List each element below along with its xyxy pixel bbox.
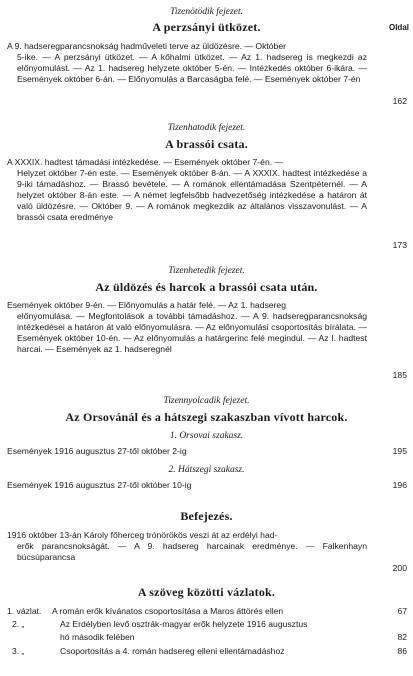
chapter-title: A brassói csata. bbox=[165, 137, 248, 151]
sketch-number: 1. vázlat. bbox=[7, 606, 42, 616]
subsection-text: Események 1916 augusztus 27-től október 2-ig bbox=[7, 446, 187, 456]
chapter-label: Tizenötödik fejezet. bbox=[170, 7, 243, 17]
entry-text: erők parancsnokságát. — A 9. hadsereg harcainak eredménye. — Falkenhayn búcsúparancsa bbox=[17, 541, 367, 563]
sketch-text-continued: hó második felében bbox=[60, 632, 135, 642]
chapter-title: A perzsányi ütközet. bbox=[152, 20, 261, 34]
toc-entry bbox=[7, 41, 367, 85]
chapter-label: Tizennyolcadik fejezet. bbox=[163, 396, 250, 406]
entry-text: 5-ike. — A perzsányi ütközet. — A kőhalmi ütközet. — Az 1. hadsereg is megkezdi az előnyomulást. — Az 1. hadsereg helyzete október 5-én. — Intézkedés október 6-ikára. — Események október 6-án. — Előnyomulás a Barcaságba felé. — Események október 7-én bbox=[17, 52, 367, 85]
entry-first-line: 1916 október 13-án Károly főherceg trónörökös veszi át az erdélyi had- bbox=[7, 530, 278, 540]
sketch-text: Az Erdélyben levő osztrák-magyar erők helyzete 1916 augusztus bbox=[60, 619, 308, 629]
page-number: 196 bbox=[392, 480, 407, 490]
sketch-text: Csoportosítás a 4. román hadsereg elleni ellentámadáshoz bbox=[60, 646, 285, 656]
page-number: 173 bbox=[392, 240, 407, 250]
page-number: 67 bbox=[397, 606, 407, 616]
sketches-title: A szöveg közötti vázlatok. bbox=[137, 585, 276, 599]
page-number: 162 bbox=[392, 96, 407, 106]
subsection-heading: 2. Hátszegi szakasz. bbox=[168, 465, 245, 475]
chapter-title: Befejezés. bbox=[180, 509, 233, 523]
sketch-number: 3. „ bbox=[12, 646, 25, 656]
entry-text: Helyzet október 7-én este. — Események október 8-án. — A XXXIX. hadtest intézkedése a 9-iki támadáshoz. — Brassó bevétele. — A románok ellentámadása Szentpéternél. — A helyzet október 8-án este. — A német legfelsőbb hadvezetőség intézkedése a határon át való üldözésre. — Október 9. — A románok megkezdik az általános visszavonulást. — A brassói csata eredménye bbox=[17, 168, 367, 223]
entry-first-line: Események október 9-én. — Előnyomulás a határ felé. — Az 1. hadsereg bbox=[7, 300, 286, 310]
page-number: 185 bbox=[392, 370, 407, 380]
sketch-number: 2. „ bbox=[12, 619, 25, 629]
page-number: 200 bbox=[392, 563, 407, 573]
chapter-label: Tizenhetedik fejezet. bbox=[168, 266, 245, 276]
entry-text: előnyomulása. — Megfontolások a további támadáshoz. — A 9. hadseregparancsnokság intézkedései a határon át való előnyomulásra. — Az előnyomulási csoportosítás bírálata. — Események október 10-én. — Az előnyomulás a határgerinc felé megindul. — Az I. hadtest harcai. — Események az 1. hadseregnél bbox=[17, 311, 367, 355]
entry-first-line: A XXXIX. hadtest támadási intézkedése. — Események október 7-én. — bbox=[7, 157, 284, 167]
toc-entry bbox=[7, 530, 367, 563]
toc-entry bbox=[7, 300, 367, 355]
toc-entry bbox=[7, 157, 367, 224]
entry-first-line: A 9. hadseregparancsnokság hadműveleti terve az üldözésre. — Október bbox=[7, 41, 286, 51]
subsection-heading: 1. Orsovai szakasz. bbox=[169, 431, 244, 441]
chapter-label: Tizenhatodik fejezet. bbox=[167, 123, 246, 133]
chapter-title: Az üldözés és harcok a brassói csata után. bbox=[95, 280, 318, 294]
page-number: 82 bbox=[397, 632, 407, 642]
chapter-title: Az Orsovánál és a hátszegi szakaszban vívott harcok. bbox=[65, 410, 348, 424]
page-column-header: Oldal bbox=[388, 23, 409, 32]
subsection-text: Események 1916 augusztus 27-től október 10-ig bbox=[7, 480, 192, 490]
sketch-text: A román erők kívánatos csoportosítása a Maros áttörés ellen bbox=[52, 606, 284, 616]
page-number: 86 bbox=[397, 646, 407, 656]
page-number: 195 bbox=[392, 446, 407, 456]
